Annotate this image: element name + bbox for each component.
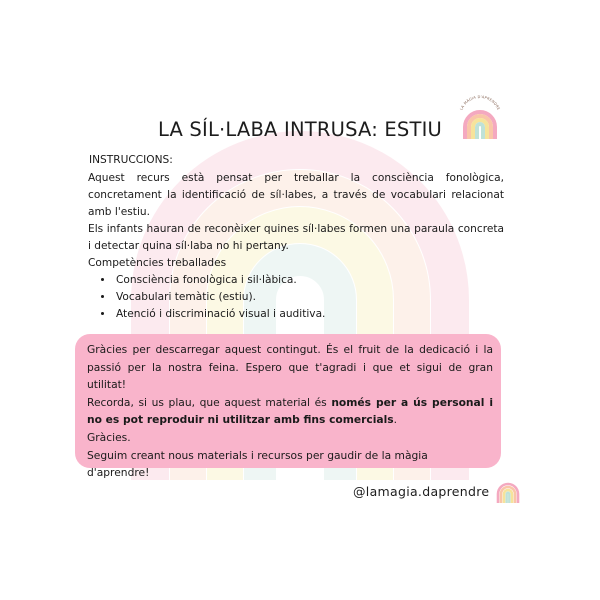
list-item: • Consciència fonològica i sil·làbica. bbox=[114, 272, 504, 289]
instructions-heading: INSTRUCCIONS: bbox=[89, 154, 173, 166]
page-title: LA SÍL·LABA INTRUSA: ESTIU bbox=[157, 118, 443, 141]
usage-notice-bold: només per a ús personal i no es pot reproduir ni utilitzar amb fins comercials bbox=[87, 395, 493, 427]
usage-notice-prefix: Recorda, si us plau, que aquest material és bbox=[87, 395, 332, 409]
thanks-text: Gràcies. bbox=[87, 430, 131, 444]
instructions-paragraph-1: Aquest recurs està pensat per treballar la consciència fonològica, concretament la identificació de síl·labes, a través de vocabulari relacionat amb l'estiu. bbox=[88, 172, 504, 218]
svg-text:LA MÀGIA D'APRENDRE bbox=[459, 95, 500, 111]
instructions-paragraph-2: Els infants hauran de reconèixer quines síl·labes formen una paraula concreta i detectar quina síl·laba no hi pertany. bbox=[88, 223, 504, 252]
logo-text: LA MÀGIA D'APRENDRE bbox=[459, 95, 501, 111]
rainbow-small-icon bbox=[496, 481, 520, 503]
competences-list bbox=[88, 272, 504, 323]
closing-text: Seguim creant nous materials i recursos per gaudir de la màgia d'aprendre! bbox=[87, 448, 428, 480]
instructions-section bbox=[88, 152, 504, 323]
list-item: • Vocabulari temàtic (estiu). bbox=[114, 289, 504, 306]
thanks-intro: Gràcies per descarregar aquest contingut. És el fruit de la dedicació i la passió per la nostra feina. Espero que t'agradi i que et sigui de gran utilitat! bbox=[87, 343, 493, 392]
usage-notice-suffix: . bbox=[393, 413, 398, 427]
usage-notice bbox=[87, 394, 493, 429]
social-handle: @lamagia.daprendre bbox=[353, 484, 490, 499]
list-item: • Atenció i discriminació visual i auditiva. bbox=[114, 306, 504, 323]
competences-label: Competències treballades bbox=[88, 257, 227, 269]
thanks-box bbox=[75, 334, 501, 480]
